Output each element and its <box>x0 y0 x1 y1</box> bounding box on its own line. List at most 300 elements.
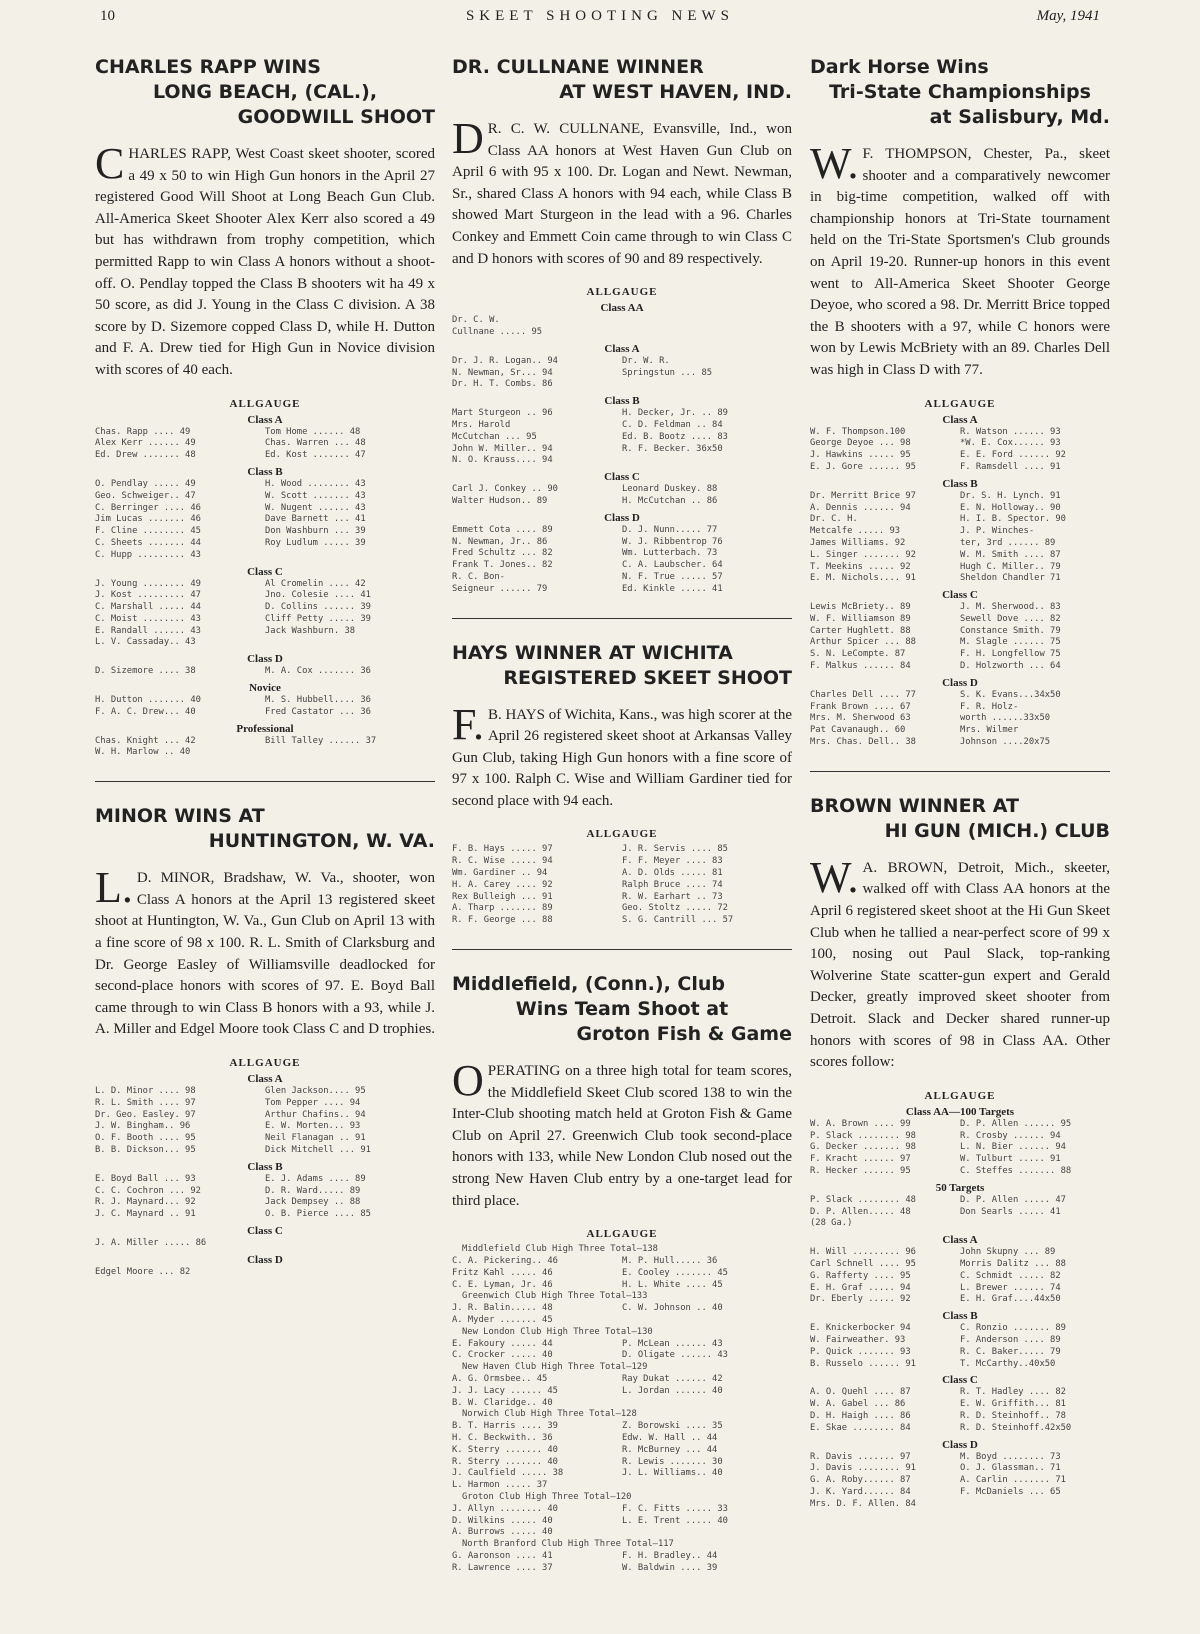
result-row <box>452 856 792 868</box>
result-cell: E. Randall ...... 43 <box>95 625 201 636</box>
article-rapp <box>95 55 435 759</box>
result-row <box>452 327 792 339</box>
result-cell <box>960 1218 1110 1230</box>
body-text: PERATING on a three high total for team scores, the Middlefield Skeet Club scored 138 to win the Inter-Club shooting match held at Groton Fish & Game Club on April 27. Greenwich Club took second-place honors with 133, while New London Club nosed out the strong New Haven Club entry by a one-target lead for third place. <box>452 1063 792 1209</box>
article-cullnane <box>452 55 792 596</box>
result-row <box>95 1267 435 1279</box>
result-cell: C. C. Cochron ... 92 <box>95 1185 201 1196</box>
article-body <box>452 1056 792 1212</box>
result-cell: E. E. Ford ...... 92 <box>960 450 1066 461</box>
result-cell: W. Baldwin .... 39 <box>622 1562 718 1573</box>
result-cell: A. G. Ormsbee.. 45 <box>452 1373 548 1384</box>
article-middlefield <box>452 972 792 1574</box>
result-row <box>810 661 1110 673</box>
result-row <box>452 1445 792 1457</box>
result-row <box>810 1463 1110 1475</box>
result-cell: Tom Pepper .... 94 <box>265 1097 361 1108</box>
article-body <box>95 863 435 1041</box>
result-cell: F. B. Hays ..... 97 <box>452 844 553 855</box>
result-row <box>452 1433 792 1445</box>
result-row <box>95 1145 435 1157</box>
result-cell: Ed. Kost ....... 47 <box>265 450 366 461</box>
result-row <box>810 1423 1110 1435</box>
body-text: D. MINOR, Bradshaw, W. Va., shooter, won Class A honors at the April 13 registered skeet shoot at Huntington, W. Va., Gun Club on April 13 with a fine score of 98 x 100. R. L. Smith of Clarksburg and Dr. George Easley of Williamsville deadlocked for second-place honors with scores of 97. E. Boyd Ball came through to win Class B honors with a 93, while J. A. Miller and Edgel Moore took Class C and D trophies. <box>95 870 435 1038</box>
result-cell: Dr. S. H. Lynch. 91 <box>960 490 1061 501</box>
result-cell: Springstun ... 85 <box>622 367 713 378</box>
result-cell: *W. E. Cox...... 93 <box>960 438 1061 449</box>
results-table <box>95 579 435 650</box>
result-row <box>452 1457 792 1469</box>
page-number: 10 <box>100 8 115 24</box>
result-cell: Fred Castator ... 36 <box>265 706 371 717</box>
result-row <box>452 1315 792 1327</box>
result-cell: George Deyoe ... 98 <box>810 438 911 449</box>
result-cell: H. Decker, Jr. .. 89 <box>622 408 728 419</box>
result-cell: A. Dennis ...... 94 <box>810 502 911 513</box>
result-row <box>95 450 435 462</box>
result-row <box>810 1359 1110 1371</box>
result-cell: Geo. Schweiger.. 47 <box>95 490 196 501</box>
divider <box>95 781 435 782</box>
club-heading: New Haven Club High Three Total—129 <box>462 1362 648 1373</box>
result-cell: Sheldon Chandler 71 <box>960 573 1061 584</box>
result-cell: W. A. Brown .... 99 <box>810 1118 911 1129</box>
result-row <box>810 1452 1110 1464</box>
result-row <box>95 526 435 538</box>
result-cell: S. K. Evans...34x50 <box>960 689 1061 700</box>
divider <box>810 771 1110 772</box>
allgauge-heading: ALLGAUGE <box>229 1057 301 1070</box>
result-row <box>452 868 792 880</box>
result-row <box>810 503 1110 515</box>
result-cell: E. N. Holloway.. 90 <box>960 502 1061 513</box>
result-cell: J. Allyn ........ 40 <box>452 1503 558 1514</box>
results-table <box>95 666 435 678</box>
result-cell: F. C. Fitts ..... 33 <box>622 1503 728 1514</box>
result-cell: N. F. True ..... 57 <box>622 571 723 582</box>
result-cell: D. Wilkins ..... 40 <box>452 1515 553 1526</box>
result-row <box>810 614 1110 626</box>
result-cell: J. K. Yard...... 84 <box>810 1486 911 1497</box>
class-heading: Class C <box>942 1374 978 1387</box>
result-cell: Walter Hudson.. 89 <box>452 495 548 506</box>
article-thompson <box>810 55 1110 749</box>
result-cell: B. B. Dickson... 95 <box>95 1145 196 1155</box>
result-cell <box>960 1499 1110 1511</box>
results-table <box>810 1195 1110 1230</box>
result-cell: Dr. Merritt Brice 97 <box>810 490 916 501</box>
result-row <box>810 1294 1110 1306</box>
headline-line: HAYS WINNER AT WICHITA <box>452 641 733 664</box>
result-row <box>95 1098 435 1110</box>
result-cell: Don Searls ..... 41 <box>960 1206 1061 1217</box>
result-cell: Morris Dalitz ... 88 <box>960 1258 1066 1269</box>
results-table <box>95 695 435 719</box>
results-table <box>810 1387 1110 1434</box>
result-row <box>452 1551 792 1563</box>
result-cell: Jno. Colesie .... 41 <box>265 590 371 601</box>
result-cell: F. Kracht ...... 97 <box>810 1154 911 1165</box>
result-row <box>95 1133 435 1145</box>
headline-line: DR. CULLNANE WINNER <box>452 56 704 78</box>
result-cell: Mrs. Chas. Dell.. 38 <box>810 737 916 748</box>
result-cell: J. M. Sherwood.. 83 <box>960 602 1061 613</box>
results-table <box>95 479 435 562</box>
result-cell: A. Tharp ....... 89 <box>452 903 553 914</box>
allgauge-heading: ALLGAUGE <box>924 397 996 410</box>
results-table <box>95 1238 435 1250</box>
result-row <box>452 1504 792 1516</box>
result-cell: A. D. Olds ..... 81 <box>622 868 723 879</box>
result-cell: Ed. B. Bootz .... 83 <box>622 431 728 442</box>
result-cell: Wm. Lutterbach. 73 <box>622 548 718 559</box>
allgauge-heading: ALLGAUGE <box>586 286 658 299</box>
result-cell: M. P. Hull..... 36 <box>622 1256 718 1266</box>
result-cell: G. Decker ....... 98 <box>810 1142 916 1153</box>
club-heading: Groton Club High Three Total—120 <box>462 1491 632 1502</box>
class-heading: Class C <box>247 565 283 578</box>
result-cell: J. L. Williams.. 40 <box>622 1468 723 1479</box>
result-cell: Dr. H. T. Combs. 86 <box>452 379 553 390</box>
result-row <box>452 1398 792 1410</box>
result-row <box>810 526 1110 538</box>
result-cell: H. Will ......... 96 <box>810 1247 916 1258</box>
result-cell: C. Schmidt ..... 82 <box>960 1270 1061 1281</box>
result-cell: Carl J. Conkey .. 90 <box>452 484 558 495</box>
article-headline <box>95 804 435 854</box>
results-table <box>810 427 1110 474</box>
result-row <box>810 1499 1110 1511</box>
result-row <box>452 408 792 420</box>
club-heading: Greenwich Club High Three Total—133 <box>462 1291 648 1302</box>
result-row <box>810 573 1110 585</box>
result-cell: F. Ramsdell .... 91 <box>960 461 1061 472</box>
body-text: R. C. W. CULLNANE, Evansville, Ind., won Class AA honors at West Haven Gun Club on April 6 with 95 x 100. Dr. Logan and Newt. Newman, Sr., shared Class A honors with 94 each, while Class B showed Mart Sturgeon in the lead with a 96. Charles Conkey and Emmett Coin came through to win Class C and D honors with scores of 90 and 89 respectively. <box>452 121 792 267</box>
result-row <box>452 1480 792 1492</box>
result-row <box>810 538 1110 550</box>
allgauge-heading: ALLGAUGE <box>586 1228 658 1241</box>
result-row <box>810 1259 1110 1271</box>
result-cell: Alex Kerr ...... 49 <box>95 438 196 449</box>
results-table <box>810 602 1110 673</box>
result-cell: W. H. Marlow .. 40 <box>95 747 191 758</box>
result-cell <box>265 1238 435 1250</box>
result-cell: W. Tulburt ..... 91 <box>960 1154 1061 1165</box>
result-row <box>810 562 1110 574</box>
result-cell: R. W. Earhart .. 73 <box>622 891 723 902</box>
results-table <box>95 1174 435 1221</box>
result-cell: E. H. Graf....44x50 <box>960 1294 1061 1305</box>
result-row <box>810 1323 1110 1335</box>
results-table <box>452 1303 792 1327</box>
result-row <box>452 880 792 892</box>
headline-line: at Salisbury, Md. <box>929 106 1110 128</box>
article-body <box>452 699 792 813</box>
results-table <box>95 427 435 462</box>
result-cell: D. Holzworth ... 64 <box>960 661 1061 672</box>
class-heading: Class C <box>942 589 978 602</box>
body-text: F. THOMPSON, Chester, Pa., skeet shooter and a comparatively newcomer in big-time competition, walked off with championship honors at Tri-State tournament held on the Tri-State Sportsmen's Club grounds on April 19-20. Runner-up honors in this event went to All-America Skeet Shooter George Deyoe, who scored a 98. Dr. Merritt Brice topped the B shooters with a 97, while C honors were won by Lewis McBriety with an 89. Charles Dell was high in Class D with 77. <box>810 146 1110 378</box>
result-cell: C. Marshall ..... 44 <box>95 602 201 613</box>
article-headline <box>95 55 435 130</box>
result-cell: C. A. Laubscher. 64 <box>622 560 723 571</box>
class-heading: Class B <box>942 477 978 490</box>
result-row <box>810 1247 1110 1259</box>
result-cell <box>265 637 435 649</box>
result-cell <box>622 327 792 339</box>
result-row <box>452 525 792 537</box>
result-cell: B. Russelo ...... 91 <box>810 1358 916 1369</box>
class-heading: Class B <box>247 465 283 478</box>
result-cell: J. Kost ......... 47 <box>95 590 201 601</box>
result-row <box>810 1335 1110 1347</box>
result-row <box>95 637 435 649</box>
class-heading: Professional <box>236 722 294 735</box>
result-cell: Pat Cavanaugh.. 60 <box>810 725 906 736</box>
club-heading: Norwich Club High Three Total—128 <box>462 1409 637 1420</box>
result-cell: E. W. Morten... 93 <box>265 1121 361 1132</box>
body-text: HARLES RAPP, West Coast skeet shooter, scored a 49 x 50 to win High Gun honors in the April 27 registered Good Will Shoot at Long Beach Gun Club. All-America Skeet Shooter Alex Kerr also scored a 49 but has withdrawn from trophy competition, which permitted Rapp to win Class A honors without a shoot-off. O. Pendlay topped the Class B shooters wit ha 49 x 50 score, as did J. Young in the Class C division. A 38 score by D. Sizemore copped Class D, while H. Dutton and F. A. Drew tied for High Gun in Novice division with scores of 40 each. <box>95 146 435 378</box>
result-cell: L. N. Bier ...... 94 <box>960 1142 1066 1153</box>
result-row <box>452 915 792 927</box>
class-heading: Class A <box>247 1073 283 1086</box>
headline-line: AT WEST HAVEN, IND. <box>559 81 792 103</box>
result-cell: F. Anderson .... 89 <box>960 1334 1061 1345</box>
result-cell: P. Slack ........ 48 <box>810 1194 916 1205</box>
result-cell: W. M. Smith .... 87 <box>960 549 1061 560</box>
result-cell: Hugh C. Miller.. 79 <box>960 561 1061 572</box>
results-table <box>452 844 792 927</box>
result-row <box>95 503 435 515</box>
result-cell: F. Malkus ...... 84 <box>810 661 911 672</box>
result-row <box>452 1421 792 1433</box>
drop-cap: C <box>95 139 125 188</box>
result-cell: C. Berringer .... 46 <box>95 502 201 513</box>
result-row <box>810 1487 1110 1499</box>
headline-line: Dark Horse Wins <box>810 56 989 78</box>
result-cell: F. F. Meyer .... 83 <box>622 856 723 867</box>
article-body <box>810 139 1110 382</box>
result-cell: R. Lawrence .... 37 <box>452 1562 553 1573</box>
result-cell: W. Nugent ...... 43 <box>265 502 366 513</box>
results-table <box>452 1504 792 1539</box>
result-cell <box>622 1527 792 1539</box>
result-row <box>452 1339 792 1351</box>
result-cell: Geo. Stoltz ..... 72 <box>622 903 728 914</box>
result-row <box>810 737 1110 749</box>
result-row <box>452 432 792 444</box>
issue-date: May, 1941 <box>1036 8 1100 24</box>
result-cell: P. Slack ........ 98 <box>810 1130 916 1141</box>
results-table <box>810 491 1110 585</box>
result-cell <box>622 315 792 327</box>
result-cell: C. Moist ........ 43 <box>95 613 201 624</box>
headline-line: Tri-State Championships <box>829 81 1091 103</box>
result-row <box>452 356 792 368</box>
result-cell: N. Newman, Jr.. 86 <box>452 536 548 547</box>
result-cell: T. Meekins ..... 92 <box>810 561 911 572</box>
result-row <box>810 702 1110 714</box>
result-cell <box>622 1315 792 1327</box>
result-cell: Arthur Chafins.. 94 <box>265 1109 366 1120</box>
results-table <box>452 525 792 596</box>
club-heading: Middlefield Club High Three Total—138 <box>462 1244 658 1255</box>
headline-line: HI GUN (MICH.) CLUB <box>884 819 1110 842</box>
drop-cap: W. <box>810 139 859 188</box>
headline-line: BROWN WINNER AT <box>810 794 1019 817</box>
result-row <box>810 450 1110 462</box>
result-row <box>810 1283 1110 1295</box>
masthead: SKEET SHOOTING NEWS <box>465 8 735 24</box>
result-row <box>95 626 435 638</box>
result-cell: L. Singer ....... 92 <box>810 549 916 560</box>
result-cell: Al Cromelin .... 42 <box>265 578 366 589</box>
result-cell: Fritz Kahl ..... 46 <box>452 1267 553 1278</box>
result-row <box>810 1218 1110 1230</box>
result-row <box>95 438 435 450</box>
results-table <box>452 315 792 339</box>
result-cell: E. M. Nichols.... 91 <box>810 573 916 584</box>
result-cell <box>265 550 435 562</box>
divider <box>452 618 792 619</box>
result-cell: H. McCutchan .. 86 <box>622 495 718 506</box>
result-row <box>452 560 792 572</box>
result-row <box>95 550 435 562</box>
headline-line: REGISTERED SKEET SHOOT <box>503 666 792 689</box>
result-cell: R. F. George ... 88 <box>452 915 553 926</box>
article-headline <box>452 55 792 105</box>
result-cell: R. Hecker ...... 95 <box>810 1165 911 1176</box>
result-row <box>810 690 1110 702</box>
result-cell: W. Scott ....... 43 <box>265 490 366 501</box>
result-cell: R. T. Hadley .... 82 <box>960 1387 1066 1398</box>
result-cell: worth ......33x50 <box>960 713 1051 724</box>
result-row <box>810 1142 1110 1154</box>
result-cell: (28 Ga.) <box>810 1218 853 1229</box>
result-cell: Roy Ludlum ..... 39 <box>265 537 366 548</box>
results-table <box>95 736 435 760</box>
result-cell: Jim Lucas ....... 46 <box>95 514 201 525</box>
results-table <box>452 356 792 391</box>
result-cell: P. Quick ....... 93 <box>810 1346 911 1357</box>
result-cell: R. D. Steinhoff.42x50 <box>960 1422 1072 1433</box>
result-row <box>95 1110 435 1122</box>
result-row <box>95 1086 435 1098</box>
result-cell: D. P. Allen ..... 47 <box>960 1194 1066 1205</box>
result-cell: R. D. Steinhoff.. 78 <box>960 1410 1066 1421</box>
result-row <box>452 844 792 856</box>
result-cell: Dr. Eberly ..... 92 <box>810 1294 911 1305</box>
results-table <box>810 1119 1110 1178</box>
result-row <box>810 491 1110 503</box>
divider <box>452 949 792 950</box>
column-left <box>95 55 435 1279</box>
result-cell: Edw. W. Hall .. 44 <box>622 1432 718 1443</box>
column-right <box>810 55 1110 1511</box>
result-row <box>810 637 1110 649</box>
result-cell: F. H. Longfellow 75 <box>960 649 1061 660</box>
result-row <box>95 1197 435 1209</box>
result-cell: N. Newman, Sr... 94 <box>452 367 553 378</box>
result-cell: E. Boyd Ball ... 93 <box>95 1173 196 1184</box>
column-middle <box>452 55 792 1575</box>
result-row <box>452 903 792 915</box>
result-cell: D. Collins ...... 39 <box>265 602 371 613</box>
result-row <box>452 1563 792 1575</box>
result-row <box>95 747 435 759</box>
result-cell: James Williams. 92 <box>810 537 906 548</box>
result-cell: Metcalfe ..... 93 <box>810 526 901 537</box>
result-cell: J. W. Bingham.. 96 <box>95 1121 191 1132</box>
result-row <box>452 572 792 584</box>
result-cell: Mrs. Harold <box>452 419 511 430</box>
result-cell: Carter Hughlett. 88 <box>810 625 911 636</box>
result-row <box>810 725 1110 737</box>
result-cell: S. G. Cantrill ... 57 <box>622 915 734 926</box>
result-cell: K. Sterry ....... 40 <box>452 1444 558 1455</box>
allgauge-heading: ALLGAUGE <box>924 1089 996 1102</box>
result-cell: E. Skae ........ 84 <box>810 1422 911 1433</box>
result-cell: Edgel Moore ... 82 <box>95 1266 191 1277</box>
result-row <box>810 427 1110 439</box>
result-cell: M. Slagle ...... 75 <box>960 637 1061 648</box>
result-cell: N. O. Krauss.... 94 <box>452 455 553 466</box>
result-row <box>452 455 792 467</box>
result-cell: D. Sizemore .... 38 <box>95 666 196 677</box>
result-cell: John Skupny ... 89 <box>960 1247 1056 1258</box>
headline-line: Wins Team Shoot at <box>515 998 729 1021</box>
result-cell: Ed. Kinkle ..... 41 <box>622 583 723 594</box>
result-row <box>452 315 792 327</box>
drop-cap: F. <box>452 699 484 749</box>
result-row <box>95 736 435 748</box>
result-cell: D. H. Haigh .... 86 <box>810 1410 911 1421</box>
result-cell: O. Pendlay ..... 49 <box>95 478 196 489</box>
result-cell: D. Oligate ...... 43 <box>622 1350 728 1361</box>
result-cell: A. Myder ....... 45 <box>452 1314 553 1325</box>
result-cell: Mrs. Wilmer <box>960 725 1019 736</box>
result-cell: J. Caulfield ..... 38 <box>452 1468 564 1479</box>
result-cell: Mart Sturgeon .. 96 <box>452 408 553 419</box>
result-cell: L. Harmon ..... 37 <box>452 1480 548 1491</box>
result-cell: C. E. Lyman, Jr. 46 <box>452 1279 553 1290</box>
result-cell: J. C. Maynard .. 91 <box>95 1209 196 1220</box>
results-table <box>452 1374 792 1409</box>
result-cell: R. F. Becker. 36x50 <box>622 443 723 454</box>
result-cell: O. F. Booth .... 95 <box>95 1133 196 1144</box>
headline-line: GOODWILL SHOOT <box>237 106 435 128</box>
result-cell: H. L. White .... 45 <box>622 1279 723 1290</box>
result-row <box>810 462 1110 474</box>
article-headline <box>810 55 1110 130</box>
headline-line: HUNTINGTON, W. VA. <box>208 830 435 853</box>
result-row <box>95 1121 435 1133</box>
result-cell: C. A. Pickering.. 46 <box>452 1256 558 1266</box>
result-cell <box>622 1398 792 1410</box>
page-header <box>100 8 1100 32</box>
result-cell: Don Washburn ... 39 <box>265 526 366 537</box>
article-headline <box>452 641 792 691</box>
result-row <box>95 1238 435 1250</box>
result-cell: E. Fakoury ..... 44 <box>452 1338 553 1349</box>
body-text: A. BROWN, Detroit, Mich., skeeter, walked off with Class AA honors at the April 6 registered skeet shoot at the Hi Gun Skeet Club when he tallied a near-perfect score of 99 x 100, nosing out Paul Slack, top-ranking Wolverine State scatter-gun expert and Gerald Decker, greatly improved skeet shooter from Detroit. Slack and Decker shared runner-up honors with scores of 98 in Class AA. Other scores follow: <box>810 859 1110 1071</box>
result-row <box>95 1209 435 1221</box>
result-row <box>452 537 792 549</box>
result-row <box>95 666 435 678</box>
result-row <box>452 548 792 560</box>
headline-line: Groton Fish & Game <box>576 1023 792 1046</box>
drop-cap: L. <box>95 863 133 913</box>
